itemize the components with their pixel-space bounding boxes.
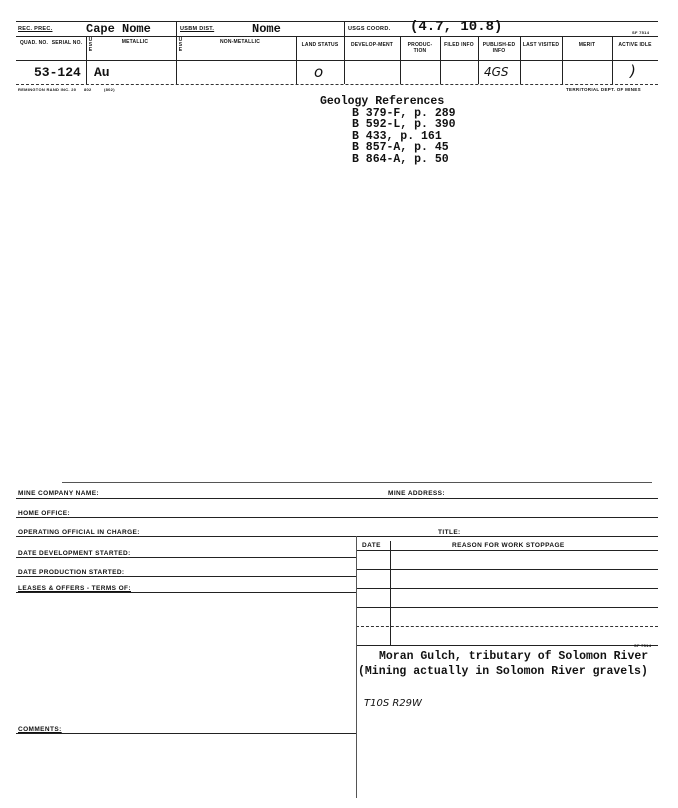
location-line-1: Moran Gulch, tributary of Solomon River [379,650,649,663]
divider [400,36,401,84]
divider [344,21,345,84]
serial-no-label: SERIAL NO. [51,40,83,46]
title-label: TITLE: [438,529,461,536]
production-label: PRODUC-TION [407,42,433,54]
location-line-2: (Mining actually in Solomon River gravels) [358,665,648,678]
printer-code: 802 [84,87,92,92]
divider [478,36,479,84]
usgs-coord-label: USGS COORD. [348,26,391,32]
comments-rule [16,733,356,734]
last-visited-label: LAST VISITED [522,42,560,48]
operating-official-rule [16,536,658,537]
leases-rule [16,592,356,593]
stoppage-row-3 [356,607,658,608]
divider [520,36,521,84]
use-label-nonmetallic: U S E [178,37,183,53]
usbm-dist-value: Nome [252,22,281,36]
date-dev-rule [16,557,356,558]
geology-ref-item: B 592-L, p. 390 [352,118,456,131]
land-status-value: o [314,63,324,81]
date-development-label: DATE DEVELOPMENT STARTED: [18,550,131,557]
active-idle-label: ACTIVE IDLE [618,42,652,48]
merit-label: MERIT [578,42,596,48]
divider [296,36,297,84]
published-info-value: 4GS [484,65,509,79]
mine-address-label: MINE ADDRESS: [388,490,445,497]
comments-label: COMMENTS: [18,726,62,733]
date-column-label: DATE [362,542,381,549]
usbm-dist-label: USBM DIST. [180,26,215,32]
lower-top-rule [62,482,652,483]
leases-offers-label: LEASES & OFFERS - TERMS OF: [18,585,131,592]
divider [612,36,613,84]
use-label-metallic: U S E [88,37,93,53]
usgs-coord-value: (4.7, 10.8) [410,19,503,35]
operating-official-label: OPERATING OFFICIAL IN CHARGE: [18,529,140,536]
filed-info-label: FILED INFO [444,42,474,48]
mine-company-rule [16,498,658,499]
published-info-label: PUBLISH-ED INFO [482,42,516,54]
divider [176,21,177,84]
nonmetallic-label: NON-METALLIC [219,39,261,45]
township-range-handwritten: T10S R29W [364,698,422,709]
geology-ref-item: B 433, p. 161 [352,129,442,143]
home-office-label: HOME OFFICE: [18,510,71,517]
metallic-value: Au [94,65,110,80]
date-column-divider [390,541,391,645]
geology-ref-list [320,108,456,166]
reason-for-stoppage-label: REASON FOR WORK STOPPAGE [452,542,565,549]
home-office-rule [16,517,658,518]
department-label: TERRITORIAL DEPT. OF MINES [566,87,641,92]
rec-prec-value: Cape Nome [86,22,151,36]
form-number: SF 7514 [632,30,650,35]
land-status-label: LAND STATUS [301,42,339,48]
geology-references-block [320,96,456,165]
stoppage-row-2 [356,588,658,589]
right-column-divider [356,536,357,798]
geology-ref-item: B 857-A, p. 45 [352,141,449,154]
development-label: DEVELOP-MENT [350,42,394,48]
divider [440,36,441,84]
stoppage-row-5 [356,645,658,646]
stoppage-row-4 [356,626,658,627]
active-idle-value: ) [630,62,636,80]
date-prod-rule [16,576,356,577]
rec-prec-label: REC. PREC. [18,26,53,32]
printer-code-2: (802) [104,87,115,92]
quad-serial-value: 53-124 [34,65,81,80]
stoppage-row-1 [356,569,658,570]
metallic-label: METALLIC [121,39,149,45]
geology-ref-item: B 379-F, p. 289 [352,106,456,120]
form-number-2: SF 7514 [634,643,652,648]
geology-ref-item: B 864-A, p. 50 [352,152,449,166]
quad-no-label: QUAD. NO. [19,40,49,46]
divider [86,36,87,84]
divider [562,36,563,84]
date-header-rule [356,550,658,551]
header-bottom-rule [16,84,658,85]
mine-company-label: MINE COMPANY NAME: [18,490,99,497]
printer-imprint: REMINGTON RAND INC. 20 [18,87,77,92]
date-production-label: DATE PRODUCTION STARTED: [18,569,125,576]
geology-title: Geology References [320,95,445,108]
